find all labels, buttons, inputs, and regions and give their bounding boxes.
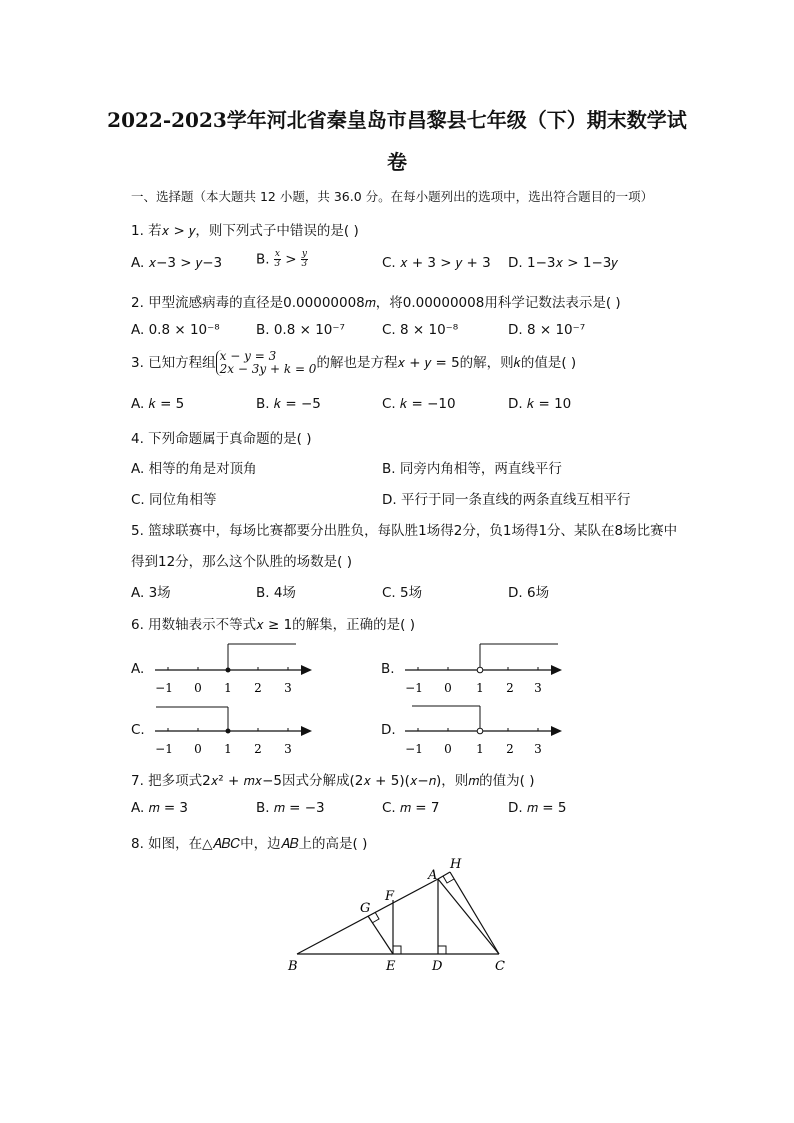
- option-d: D. 1−3𝑥 > 1−3𝑦: [508, 255, 618, 271]
- tick-label: 1: [476, 742, 484, 756]
- option-a: A. 𝑥−3 > 𝑦−3: [131, 255, 223, 271]
- option-a: A. 3场: [131, 585, 171, 601]
- option-b: B. 𝑚 = −3: [256, 800, 325, 816]
- question-stem: 7. 把多项式2𝑥² + 𝑚𝑥−5因式分解成(2𝑥 + 5)(𝑥−𝑛)，则𝑚的值为( ): [131, 773, 535, 789]
- greater-than-sign: >: [285, 251, 297, 268]
- label-c: C: [495, 959, 505, 974]
- option-c: C. 𝑚 = 7: [382, 800, 440, 816]
- option-d: D. 𝑘 = 10: [508, 396, 572, 412]
- question-stem: 8. 如图，在△𝐴𝐵𝐶中，边𝐴𝐵上的高是( ): [131, 836, 368, 852]
- tick-label: 3: [284, 681, 292, 695]
- number-line-d: [400, 701, 570, 761]
- option-b: B. 同旁内角相等，两直线平行: [382, 461, 562, 477]
- section-heading: 一、选择题（本大题共 12 小题，共 36.0 分。在每小题列出的选项中，选出符合题目的一项）: [131, 189, 654, 204]
- label-a: A: [428, 868, 438, 883]
- tick-label: −1: [155, 742, 173, 756]
- label-b: B: [288, 959, 298, 974]
- option-c: C. 𝑥 + 3 > 𝑦 + 3: [382, 255, 491, 271]
- label-h: H: [450, 857, 462, 872]
- option-d: D. 平行于同一条直线的两条直线互相平行: [382, 492, 631, 508]
- option-a-label: A.: [131, 661, 145, 677]
- option-c: C. 5场: [382, 585, 423, 601]
- stem-suffix: 的解也是方程𝑥 + 𝑦 = 5的解，则𝑘的值是( ): [316, 355, 577, 371]
- option-a: A. 𝑘 = 5: [131, 396, 185, 412]
- option-b: B. 𝑘 = −5: [256, 396, 321, 412]
- fraction: $\frac{y}{3}$: [301, 249, 308, 269]
- number-line-a: [150, 640, 320, 700]
- option-d-label: D.: [381, 722, 396, 738]
- equation-system: [216, 350, 317, 376]
- label-e: E: [386, 959, 396, 974]
- stem-prefix: 3. 已知方程组: [131, 355, 216, 371]
- option-b: [256, 250, 308, 269]
- option-a: A. 相等的角是对顶角: [131, 461, 257, 477]
- page-title-continued: 卷: [387, 150, 407, 174]
- question-stem: 1. 若𝑥 > 𝑦，则下列式子中错误的是( ): [131, 223, 359, 239]
- tick-label: 3: [284, 742, 292, 756]
- tick-label: 1: [224, 681, 232, 695]
- tick-label: 1: [476, 681, 484, 695]
- option-c: C. 同位角相等: [131, 492, 217, 508]
- tick-label: 2: [254, 681, 262, 695]
- option-b: B. 0.8 × 10⁻⁷: [256, 322, 345, 338]
- option-label: B.: [256, 251, 270, 268]
- tick-label: 3: [534, 742, 542, 756]
- question-stem: [131, 350, 576, 376]
- question-stem: 2. 甲型流感病毒的直径是0.00000008𝑚，将0.00000008用科学记数法表示是( ): [131, 295, 621, 311]
- number-line-b: [400, 640, 570, 700]
- option-d: D. 6场: [508, 585, 550, 601]
- label-g: G: [360, 901, 371, 916]
- label-d: D: [432, 959, 443, 974]
- option-c-label: C.: [131, 722, 145, 738]
- tick-label: −1: [155, 681, 173, 695]
- tick-label: 0: [194, 681, 202, 695]
- tick-label: 2: [506, 742, 514, 756]
- option-d: D. 8 × 10⁻⁷: [508, 322, 586, 338]
- question-stem-line-2: 得到12分，那么这个队胜的场数是( ): [131, 554, 353, 570]
- question-stem-line-1: 5. 篮球联赛中，每场比赛都要分出胜负，每队胜1场得2分，负1场得1分、某队在8场比赛中: [131, 523, 678, 539]
- tick-label: 0: [444, 742, 452, 756]
- tick-label: 2: [506, 681, 514, 695]
- tick-label: 0: [444, 681, 452, 695]
- option-c: C. 8 × 10⁻⁸: [382, 322, 459, 338]
- tick-label: −1: [405, 681, 423, 695]
- equation-2: 2x − 3y + k = 0: [219, 362, 317, 376]
- tick-label: 0: [194, 742, 202, 756]
- option-b: B. 4场: [256, 585, 296, 601]
- option-a: A. 0.8 × 10⁻⁸: [131, 322, 220, 338]
- label-f: F: [385, 889, 395, 904]
- triangle-figure: [280, 852, 520, 977]
- tick-label: 1: [224, 742, 232, 756]
- tick-label: 2: [254, 742, 262, 756]
- option-d: D. 𝑚 = 5: [508, 800, 567, 816]
- equation-1: x − y = 3: [219, 349, 277, 363]
- number-line-c: [150, 701, 320, 761]
- option-c: C. 𝑘 = −10: [382, 396, 456, 412]
- question-stem: 6. 用数轴表示不等式𝑥 ≥ 1的解集，正确的是( ): [131, 617, 415, 633]
- tick-label: 3: [534, 681, 542, 695]
- tick-label: −1: [405, 742, 423, 756]
- fraction: $\frac{x}{3}$: [274, 249, 281, 269]
- option-a: A. 𝑚 = 3: [131, 800, 189, 816]
- option-b-label: B.: [381, 661, 395, 677]
- page-title: 2022-2023学年河北省秦皇岛市昌黎县七年级（下）期末数学试: [107, 108, 687, 132]
- question-stem: 4. 下列命题属于真命题的是( ): [131, 431, 312, 447]
